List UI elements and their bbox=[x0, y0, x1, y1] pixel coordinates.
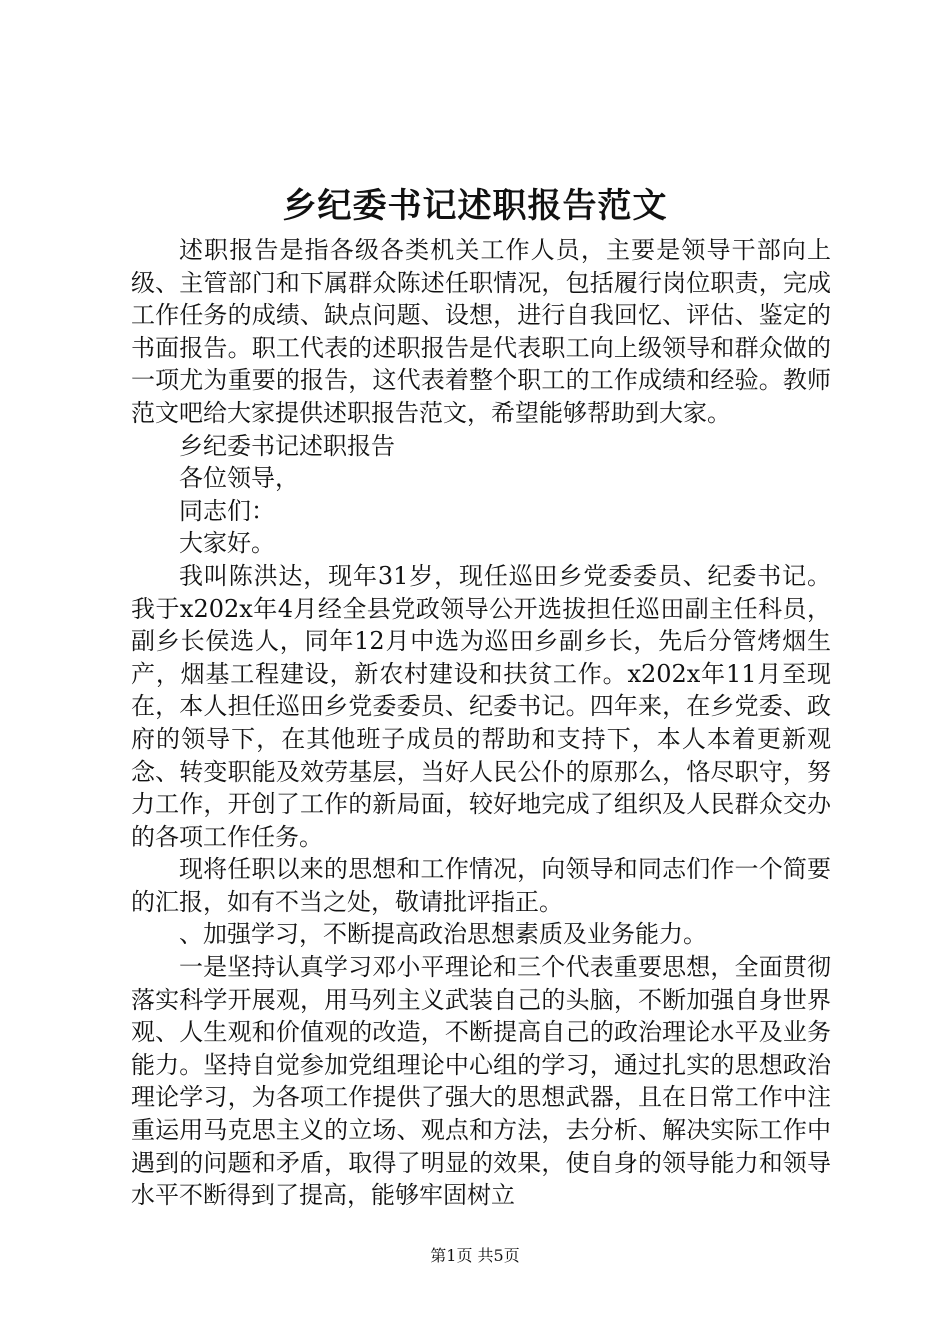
paragraph-section-heading: 、加强学习，不断提高政治思想素质及业务能力。 bbox=[179, 920, 707, 949]
paragraph-study: 一是坚持认真学习邓小平理论和三个代表重要思想，全面贯彻落实科学开展观，用马列主义武装自己的头脑，不断加强自身世界观、人生观和价值观的改造，不断提高自己的政治理论水平及业务能力。坚持自觉参加党组理论中心组的学习，通过扎实的思想政治理论学习，为各项工作提供了强大的思想武器，且在日常工作中注重运用马克思主义的立场、观点和方法，去分析、解决实际工作中遇到的问题和矛盾，取得了明显的效果，使自身的领导能力和领导水平不断得到了提高，能够牢固树立 bbox=[131, 953, 831, 1210]
document-title: 乡纪委书记述职报告范文 bbox=[282, 186, 668, 226]
document-body bbox=[131, 234, 831, 1212]
paragraph-intro: 述职报告是指各级各类机关工作人员，主要是领导干部向上级、主管部门和下属群众陈述任职情况，包括履行岗位职责，完成工作任务的成绩、缺点问题、设想，进行自我回忆、评估、鉴定的书面报告。职工代表的述职报告是代表职工向上级领导和群众做的一项尤为重要的报告，这代表着整个职工的工作成绩和经验。教师范文吧给大家提供述职报告范文，希望能够帮助到大家。 bbox=[131, 236, 831, 427]
paragraph-report-intro: 现将任职以来的思想和工作情况，向领导和同志们作一个简要的汇报，如有不当之处，敬请批评指正。 bbox=[131, 855, 831, 916]
paragraph-self-introduction: 我叫陈洪达，现年31岁，现任巡田乡党委委员、纪委书记。我于x202x年4月经全县党政领导公开选拔担任巡田副主任科员，副乡长侯选人，同年12月中选为巡田乡副乡长，先后分管烤烟生产，烟基工程建设，新农村建设和扶贫工作。x202x年11月至现在，本人担任巡田乡党委委员、纪委书记。四年来，在乡党委、政府的领导下，在其他班子成员的帮助和支持下，本人本着更新观念、转变职能及效劳基层，当好人民公仆的原那么，恪尽职守，努力工作，开创了工作的新局面，较好地完成了组织及人民群众交办的各项工作任务。 bbox=[131, 561, 831, 851]
page-number-footer: 第1页 共5页 bbox=[430, 1246, 520, 1265]
paragraph-greeting: 大家好。 bbox=[179, 529, 275, 558]
paragraph-salutation-comrades: 同志们： bbox=[179, 496, 275, 525]
paragraph-salutation-leaders: 各位领导， bbox=[179, 464, 299, 493]
paragraph-report-heading: 乡纪委书记述职报告 bbox=[179, 431, 395, 460]
